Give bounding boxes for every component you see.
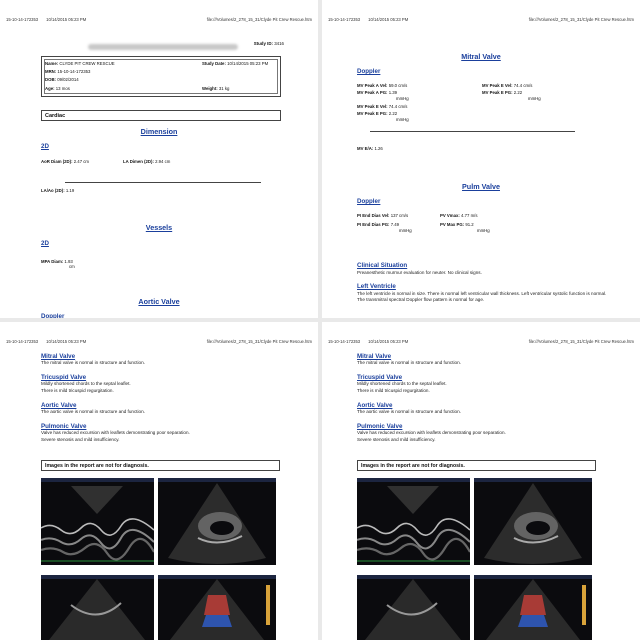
patient-name-value: CLYDE PIT CREW RESCUE — [59, 61, 115, 66]
patient-mrn — [45, 69, 90, 74]
ultrasound-2d-image — [474, 478, 592, 565]
patient-dob-label: DOB: — [45, 77, 56, 82]
finding-mitral-title: Mitral Valve — [41, 353, 76, 360]
mv-peak-a-vel — [357, 83, 407, 88]
aor-diam-value: 2.47 cm — [73, 159, 90, 164]
mv-peak-e-pg-2-unit: mmHg — [396, 117, 409, 122]
redacted-clinic-name — [88, 44, 238, 50]
mpa-diam — [41, 259, 73, 264]
aor-diam — [41, 159, 89, 164]
mv-peak-e-pg-2 — [357, 111, 397, 116]
finding-tricuspid-text-2: There is mild tricuspid regurgitation. — [41, 388, 114, 393]
aortic-doppler-label: Doppler — [41, 313, 65, 318]
header-print-date: 10/14/2015 05:23 PM — [46, 17, 87, 22]
ultrasound-color-doppler-image — [474, 575, 592, 640]
pv-vmax — [440, 213, 478, 218]
header-timestamp: 15-10-14-172353 — [6, 17, 39, 22]
mpa-diam-label: MPA Diam: — [41, 259, 64, 264]
divider — [370, 131, 575, 132]
mitral-valve-title: Mitral Valve — [461, 52, 501, 61]
mv-ea-value: 1.26 — [374, 146, 383, 151]
la-dimen-label: LA Dimen (2D): — [123, 159, 154, 164]
mv-peak-e-pg-unit: mmHg — [528, 96, 541, 101]
vessels-2d-label: 2D — [41, 240, 49, 247]
header-print-date: 10/14/2015 05:23 PM — [368, 17, 409, 22]
ultrasound-2d-image-2 — [41, 575, 154, 640]
la-dimen-value: 2.94 cm — [155, 159, 171, 164]
clinical-situation-title: Clinical Situation — [357, 262, 408, 269]
vessels-title: Vessels — [145, 223, 173, 232]
header-timestamp: 15-10-14-172353 — [328, 339, 361, 344]
patient-mrn-value: 15-10-14-172353 — [57, 69, 91, 74]
report-page-3 — [0, 322, 318, 640]
pulm-doppler-label: Doppler — [357, 198, 381, 205]
page-header — [328, 339, 634, 347]
weight-value: 31 kg — [218, 86, 230, 91]
finding-tricuspid-text-2: There is mild tricuspid regurgitation. — [357, 388, 430, 393]
finding-aortic-title: Aortic Valve — [357, 402, 393, 409]
aortic-valve-title: Aortic Valve — [138, 297, 180, 306]
ultrasound-mmode-image — [41, 478, 154, 565]
mv-peak-a-pg — [357, 90, 397, 95]
ultrasound-color-doppler-image — [158, 575, 276, 640]
finding-tricuspid-title: Tricuspid Valve — [41, 374, 87, 381]
patient-dob — [45, 77, 79, 82]
study-id-label: Study ID: — [253, 41, 273, 46]
study-date-label: Study Date: — [202, 61, 226, 66]
header-timestamp: 15-10-14-172353 — [328, 17, 361, 22]
header-file-path: file:///Volumes/2_278_15_31/Clyde Pit Crew Rescue.htm — [206, 339, 312, 344]
report-page-4 — [322, 322, 640, 640]
pi-end-dias-vel — [357, 213, 408, 218]
header-print-date: 10/14/2015 05:23 PM — [368, 339, 409, 344]
mv-peak-a-pg-value: 1.39 — [388, 90, 398, 95]
echo-sector — [158, 478, 276, 565]
study-date-value: 10/14/2015 05:23 PM — [227, 61, 269, 66]
la-dimen — [123, 159, 170, 164]
patient-age — [45, 86, 70, 91]
dimension-title: Dimension — [140, 127, 178, 136]
pi-end-dias-vel-value: 137 cm/s — [390, 213, 409, 218]
finding-aortic-title: Aortic Valve — [41, 402, 77, 409]
mv-peak-e-pg-value: 2.22 — [513, 90, 523, 95]
finding-tricuspid-title: Tricuspid Valve — [357, 374, 403, 381]
patient-age-label: Age: — [45, 86, 55, 91]
mv-ea — [357, 146, 383, 151]
pi-end-dias-vel-label: PI End Dias Vel: — [357, 213, 390, 218]
patient-weight — [202, 86, 229, 91]
mv-peak-a-pg-unit: mmHg — [396, 96, 409, 101]
patient-name — [45, 61, 115, 66]
finding-aortic-text: The aortic valve is normal in structure and function. — [357, 409, 461, 414]
finding-pulmonic-title: Pulmonic Valve — [41, 423, 87, 430]
divider — [65, 182, 261, 183]
report-page-2 — [322, 0, 640, 318]
aor-diam-label: AoR Diam (2D): — [41, 159, 73, 164]
mv-peak-e-pg-label: MV Peak E PG: — [482, 90, 513, 95]
mv-peak-a-pg-label: MV Peak A PG: — [357, 90, 388, 95]
la-ao-label: LA/Ao (2D): — [41, 188, 65, 193]
report-page-1 — [0, 0, 318, 318]
patient-dob-value: 09/02/2014 — [57, 77, 79, 82]
header-print-date: 10/14/2015 05:23 PM — [46, 339, 87, 344]
la-ao-value: 1.19 — [65, 188, 75, 193]
mv-ea-label: MV E/A: — [357, 146, 374, 151]
weight-label: Weight: — [202, 86, 218, 91]
header-file-path: file:///Volumes/2_278_15_31/Clyde Pit Crew Rescue.htm — [206, 17, 312, 22]
finding-aortic-text: The aortic valve is normal in structure and function. — [41, 409, 145, 414]
pv-max-pg-label: PV Max PG: — [440, 222, 465, 227]
page-header — [328, 17, 634, 25]
pi-end-dias-pg — [357, 222, 399, 227]
patient-age-value: 13 mos — [55, 86, 70, 91]
finding-pulmonic-title: Pulmonic Valve — [357, 423, 403, 430]
pv-vmax-label: PV Vmax: — [440, 213, 460, 218]
mv-peak-e-vel — [482, 83, 532, 88]
left-ventricle-title: Left Ventricle — [357, 283, 396, 290]
mmode-trace — [41, 478, 154, 565]
diagnosis-notice: Images in the report are not for diagnosis. — [41, 460, 280, 471]
finding-pulmonic-text-1: Valve has reduced excursion with leaflets demonstrating poor separation. — [41, 430, 190, 435]
finding-tricuspid-text-1: Mildly shortened chords to the septal leaflet. — [41, 381, 131, 386]
mv-peak-e-vel-label: MV Peak E Vel: — [482, 83, 513, 88]
study-date — [202, 61, 268, 66]
mitral-doppler-label: Doppler — [357, 68, 381, 75]
mpa-diam-unit: cm — [69, 264, 75, 269]
ultrasound-mmode-image — [357, 478, 470, 565]
color-doppler-sector — [158, 575, 276, 640]
pi-end-dias-pg-unit: mmHg — [399, 228, 412, 233]
section-cardiac-box: Cardiac — [41, 110, 281, 121]
patient-info-box — [41, 56, 281, 97]
finding-pulmonic-text-2: Severe stenosis and mild insufficiency. — [357, 437, 436, 442]
mv-peak-e-vel-value: 74.4 cm/s — [513, 83, 533, 88]
echo-sector — [41, 575, 154, 640]
finding-mitral-text: The mitral valve is normal in structure and function. — [357, 360, 461, 365]
mv-peak-e-vel-2 — [357, 104, 407, 109]
dimension-2d-label: 2D — [41, 143, 49, 150]
pi-end-dias-pg-label: PI End Dias PG: — [357, 222, 390, 227]
mv-peak-a-vel-label: MV Peak A Vel: — [357, 83, 388, 88]
color-doppler-sector — [474, 575, 592, 640]
finding-pulmonic-text-2: Severe stenosis and mild insufficiency. — [41, 437, 120, 442]
pv-max-pg — [440, 222, 474, 227]
finding-mitral-title: Mitral Valve — [357, 353, 392, 360]
pv-max-pg-unit: mmHg — [477, 228, 490, 233]
finding-tricuspid-text-1: Mildly shortened chords to the septal leaflet. — [357, 381, 447, 386]
finding-pulmonic-text-1: Valve has reduced excursion with leaflets demonstrating poor separation. — [357, 430, 506, 435]
pv-max-pg-value: 91.2 — [465, 222, 474, 227]
pi-end-dias-pg-value: 7.49 — [390, 222, 400, 227]
mv-peak-e-pg2-label: MV Peak E PG: — [357, 111, 388, 116]
mv-peak-e-pg — [482, 90, 522, 95]
mv-peak-e-pg2-value: 2.22 — [388, 111, 398, 116]
header-timestamp: 15-10-14-172353 — [6, 339, 39, 344]
page-header — [6, 17, 312, 25]
pv-vmax-value: 4.77 m/s — [461, 213, 478, 218]
mv-peak-e-vel2-label: MV Peak E Vel: — [357, 104, 388, 109]
echo-sector — [357, 575, 470, 640]
study-id-value: 3416 — [274, 41, 284, 46]
mmode-trace — [357, 478, 470, 565]
mpa-diam-value: 1.93 — [64, 259, 73, 264]
ultrasound-2d-image — [158, 478, 276, 565]
pulm-valve-title: Pulm Valve — [462, 182, 500, 191]
diagnosis-notice: Images in the report are not for diagnosis. — [357, 460, 596, 471]
ultrasound-2d-image-2 — [357, 575, 470, 640]
la-ao — [41, 188, 74, 193]
header-file-path: file:///Volumes/2_278_15_31/Clyde Pit Crew Rescue.htm — [528, 339, 634, 344]
clinical-situation-text: Preanesthetic murmur evaluation for neuter. No clinical signs. — [357, 270, 482, 275]
header-file-path: file:///Volumes/2_278_15_31/Clyde Pit Crew Rescue.htm — [528, 17, 634, 22]
page-header — [6, 339, 312, 347]
left-ventricle-text: The left ventricle is normal in size. There is normal left ventricular wall thickness. Left ventricular systolic function is normal. The transmitral spectral Doppler flow pattern is normal for age. — [357, 291, 607, 302]
finding-mitral-text: The mitral valve is normal in structure and function. — [41, 360, 145, 365]
mv-peak-a-vel-value: 59.0 cm/s — [388, 83, 408, 88]
patient-name-label: Name: — [45, 61, 59, 66]
echo-sector — [474, 478, 592, 565]
patient-mrn-label: MRN: — [45, 69, 57, 74]
study-id — [254, 41, 284, 46]
mv-peak-e-vel2-value: 74.4 cm/s — [388, 104, 408, 109]
